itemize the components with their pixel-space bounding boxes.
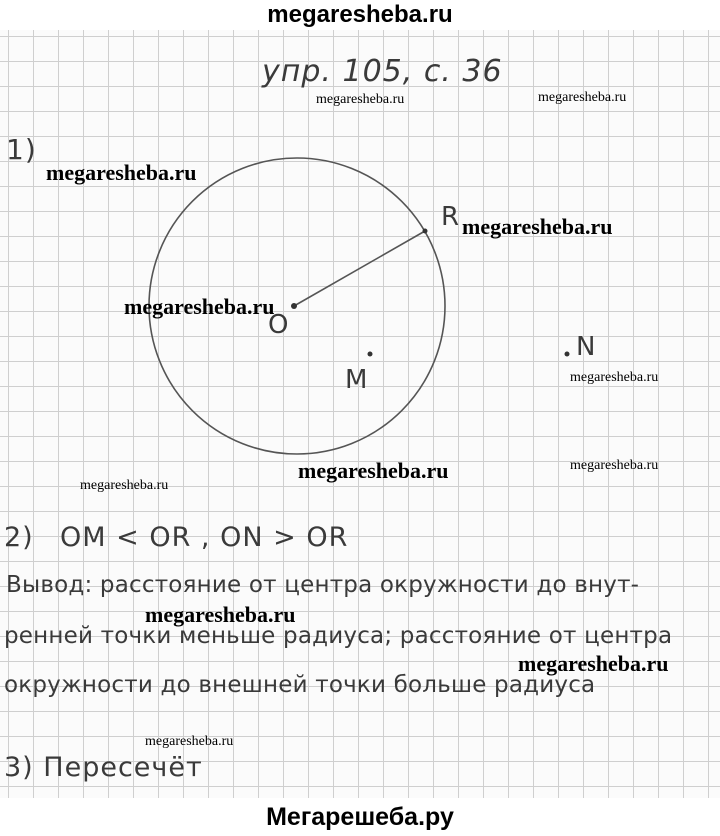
watermark-3: megaresheba.ru bbox=[46, 160, 197, 185]
site-header bbox=[0, 0, 720, 30]
watermark-1: megaresheba.ru bbox=[316, 92, 405, 107]
site-header-text: megaresheba.ru bbox=[267, 1, 453, 28]
radius-OR bbox=[294, 231, 425, 306]
task2-number: 2) bbox=[4, 522, 34, 553]
point-M bbox=[368, 352, 373, 357]
watermark-6: megaresheba.ru bbox=[570, 370, 659, 385]
point-N bbox=[565, 352, 570, 357]
label-R: R bbox=[441, 202, 461, 232]
watermark-8: megaresheba.ru bbox=[570, 458, 659, 473]
point-O bbox=[291, 303, 297, 309]
watermark-2: megaresheba.ru bbox=[538, 90, 627, 105]
watermark-4: megaresheba.ru bbox=[462, 214, 613, 239]
label-O: O bbox=[268, 310, 290, 340]
watermark-7: megaresheba.ru bbox=[298, 458, 449, 483]
conclusion-line-3: окружности до внешней точки больше радиуса bbox=[4, 672, 596, 698]
notebook-page bbox=[0, 30, 720, 798]
point-R bbox=[423, 229, 428, 234]
page-title: упр. 105, с. 36 bbox=[262, 54, 503, 89]
watermark-9: megaresheba.ru bbox=[80, 478, 169, 493]
label-M: M bbox=[345, 365, 369, 395]
task3-text: 3) Пересечёт bbox=[4, 752, 203, 783]
watermark-12: megaresheba.ru bbox=[145, 734, 234, 749]
site-footer-text: Мегарешеба.ру bbox=[266, 803, 454, 831]
conclusion-line-1: Вывод: расстояние от центра окружности до внут- bbox=[6, 572, 640, 598]
task1-number: 1) bbox=[6, 133, 37, 166]
task2-expression: OM < OR , ON > OR bbox=[60, 522, 349, 553]
watermark-11: megaresheba.ru bbox=[518, 651, 669, 676]
watermark-5: megaresheba.ru bbox=[124, 294, 275, 319]
site-footer bbox=[0, 798, 720, 836]
conclusion-line-2: ренней точки меньше радиуса; расстояние от центра bbox=[4, 623, 673, 649]
label-N: N bbox=[576, 332, 597, 362]
watermark-10: megaresheba.ru bbox=[145, 602, 296, 627]
